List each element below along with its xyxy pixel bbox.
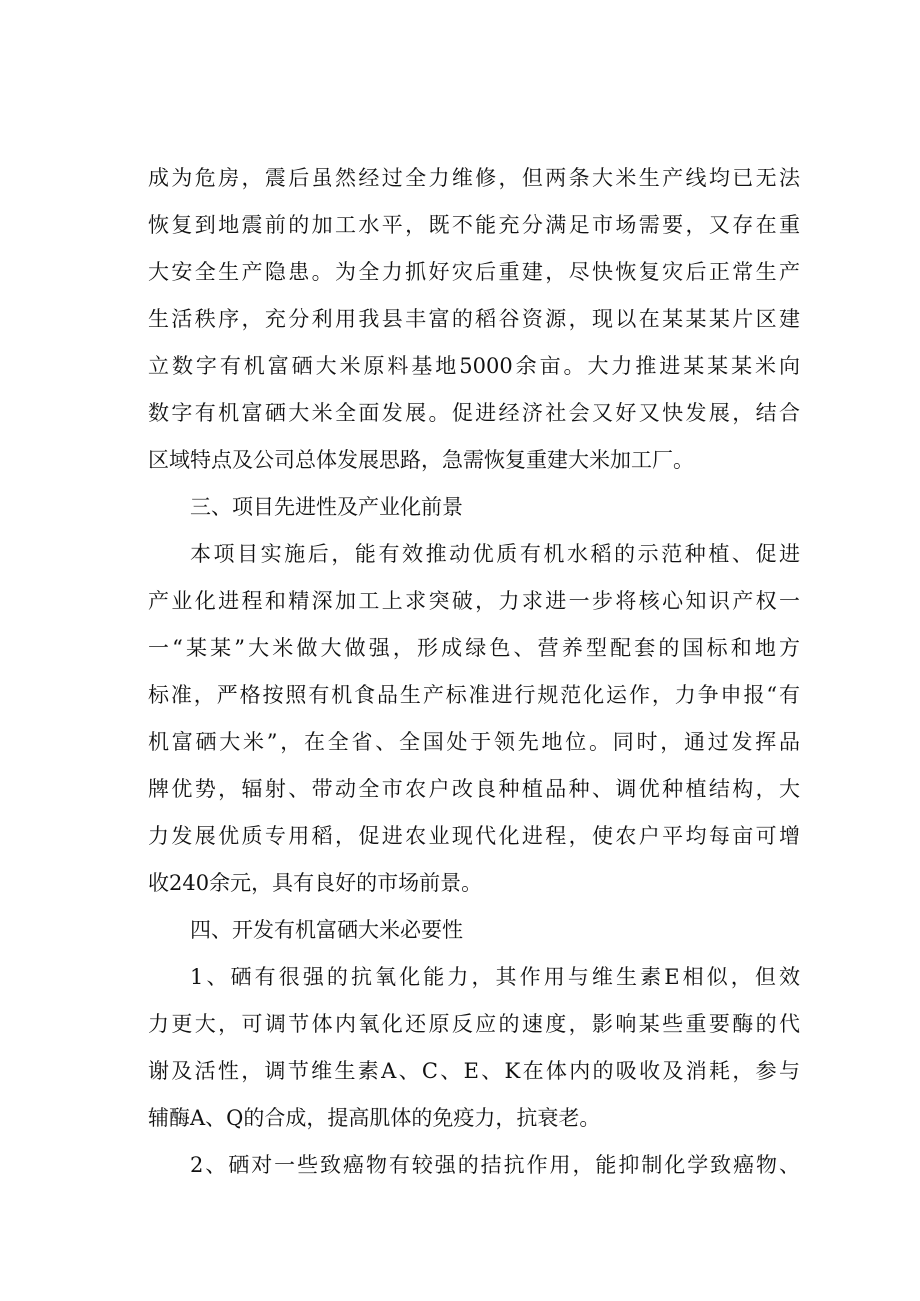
paragraph-prospects: [148, 531, 800, 907]
paragraph-line: 成为危房，震后虽然经过全力维修，但两条大米生产线均已无法: [148, 166, 800, 190]
paragraph-line: 辅酶A、Q的合成，提高肌体的免疫力，抗衰老。: [148, 1106, 601, 1130]
paragraph-line: 标准，严格按照有机食品生产标准进行规范化运作，力争申报“有: [148, 683, 800, 707]
paragraph-context: [148, 155, 800, 484]
paragraph-line: 生活秩序，充分利用我县丰富的稻谷资源，现以在某某某片区建: [148, 307, 800, 331]
paragraph-line: 力发展优质专用稻，促进农业现代化进程，使农户平均每亩可增: [148, 824, 800, 848]
paragraph-line: 恢复到地震前的加工水平，既不能充分满足市场需要，又存在重: [148, 213, 800, 237]
paragraph-line: 本项目实施后，能有效推动优质有机水稻的示范种植、促进: [190, 542, 800, 566]
section-heading-4: 四、开发有机富硒大米必要性: [190, 918, 463, 942]
paragraph-line: 区域特点及公司总体发展思路，急需恢复重建大米加工厂。: [148, 448, 694, 472]
paragraph-line: 立数字有机富硒大米原料基地5000余亩。大力推进某某某米向: [148, 354, 800, 378]
paragraph-line: 机富硒大米”，在全省、全国处于领先地位。同时，通过发挥品: [148, 730, 800, 754]
document-body: [148, 155, 800, 1189]
paragraph-item-2: [148, 1142, 800, 1189]
paragraph-line: 产业化进程和精深加工上求突破，力求进一步将核心知识产权一: [148, 589, 800, 613]
paragraph-line: 力更大，可调节体内氧化还原反应的速度，影响某些重要酶的代: [148, 1012, 800, 1036]
paragraph-line: 谢及活性，调节维生素A、C、E、K在体内的吸收及消耗，参与: [148, 1059, 800, 1083]
paragraph-line: 一“某某”大米做大做强，形成绿色、营养型配套的国标和地方: [148, 636, 800, 660]
paragraph-item-1: [148, 954, 800, 1142]
section-heading-3: 三、项目先进性及产业化前景: [190, 495, 463, 519]
paragraph-line: 收240余元，具有良好的市场前景。: [148, 871, 483, 895]
paragraph-line: 大安全生产隐患。为全力抓好灾后重建，尽快恢复灾后正常生产: [148, 260, 800, 284]
paragraph-line: 2、硒对一些致癌物有较强的拮抗作用，能抑制化学致癌物、: [190, 1153, 800, 1177]
paragraph-line: 牌优势，辐射、带动全市农户改良种植品种、调优种植结构，大: [148, 777, 800, 801]
paragraph-line: 1、硒有很强的抗氧化能力，其作用与维生素E相似，但效: [190, 965, 800, 989]
paragraph-line: 数字有机富硒大米全面发展。促进经济社会又好又快发展，结合: [148, 401, 800, 425]
